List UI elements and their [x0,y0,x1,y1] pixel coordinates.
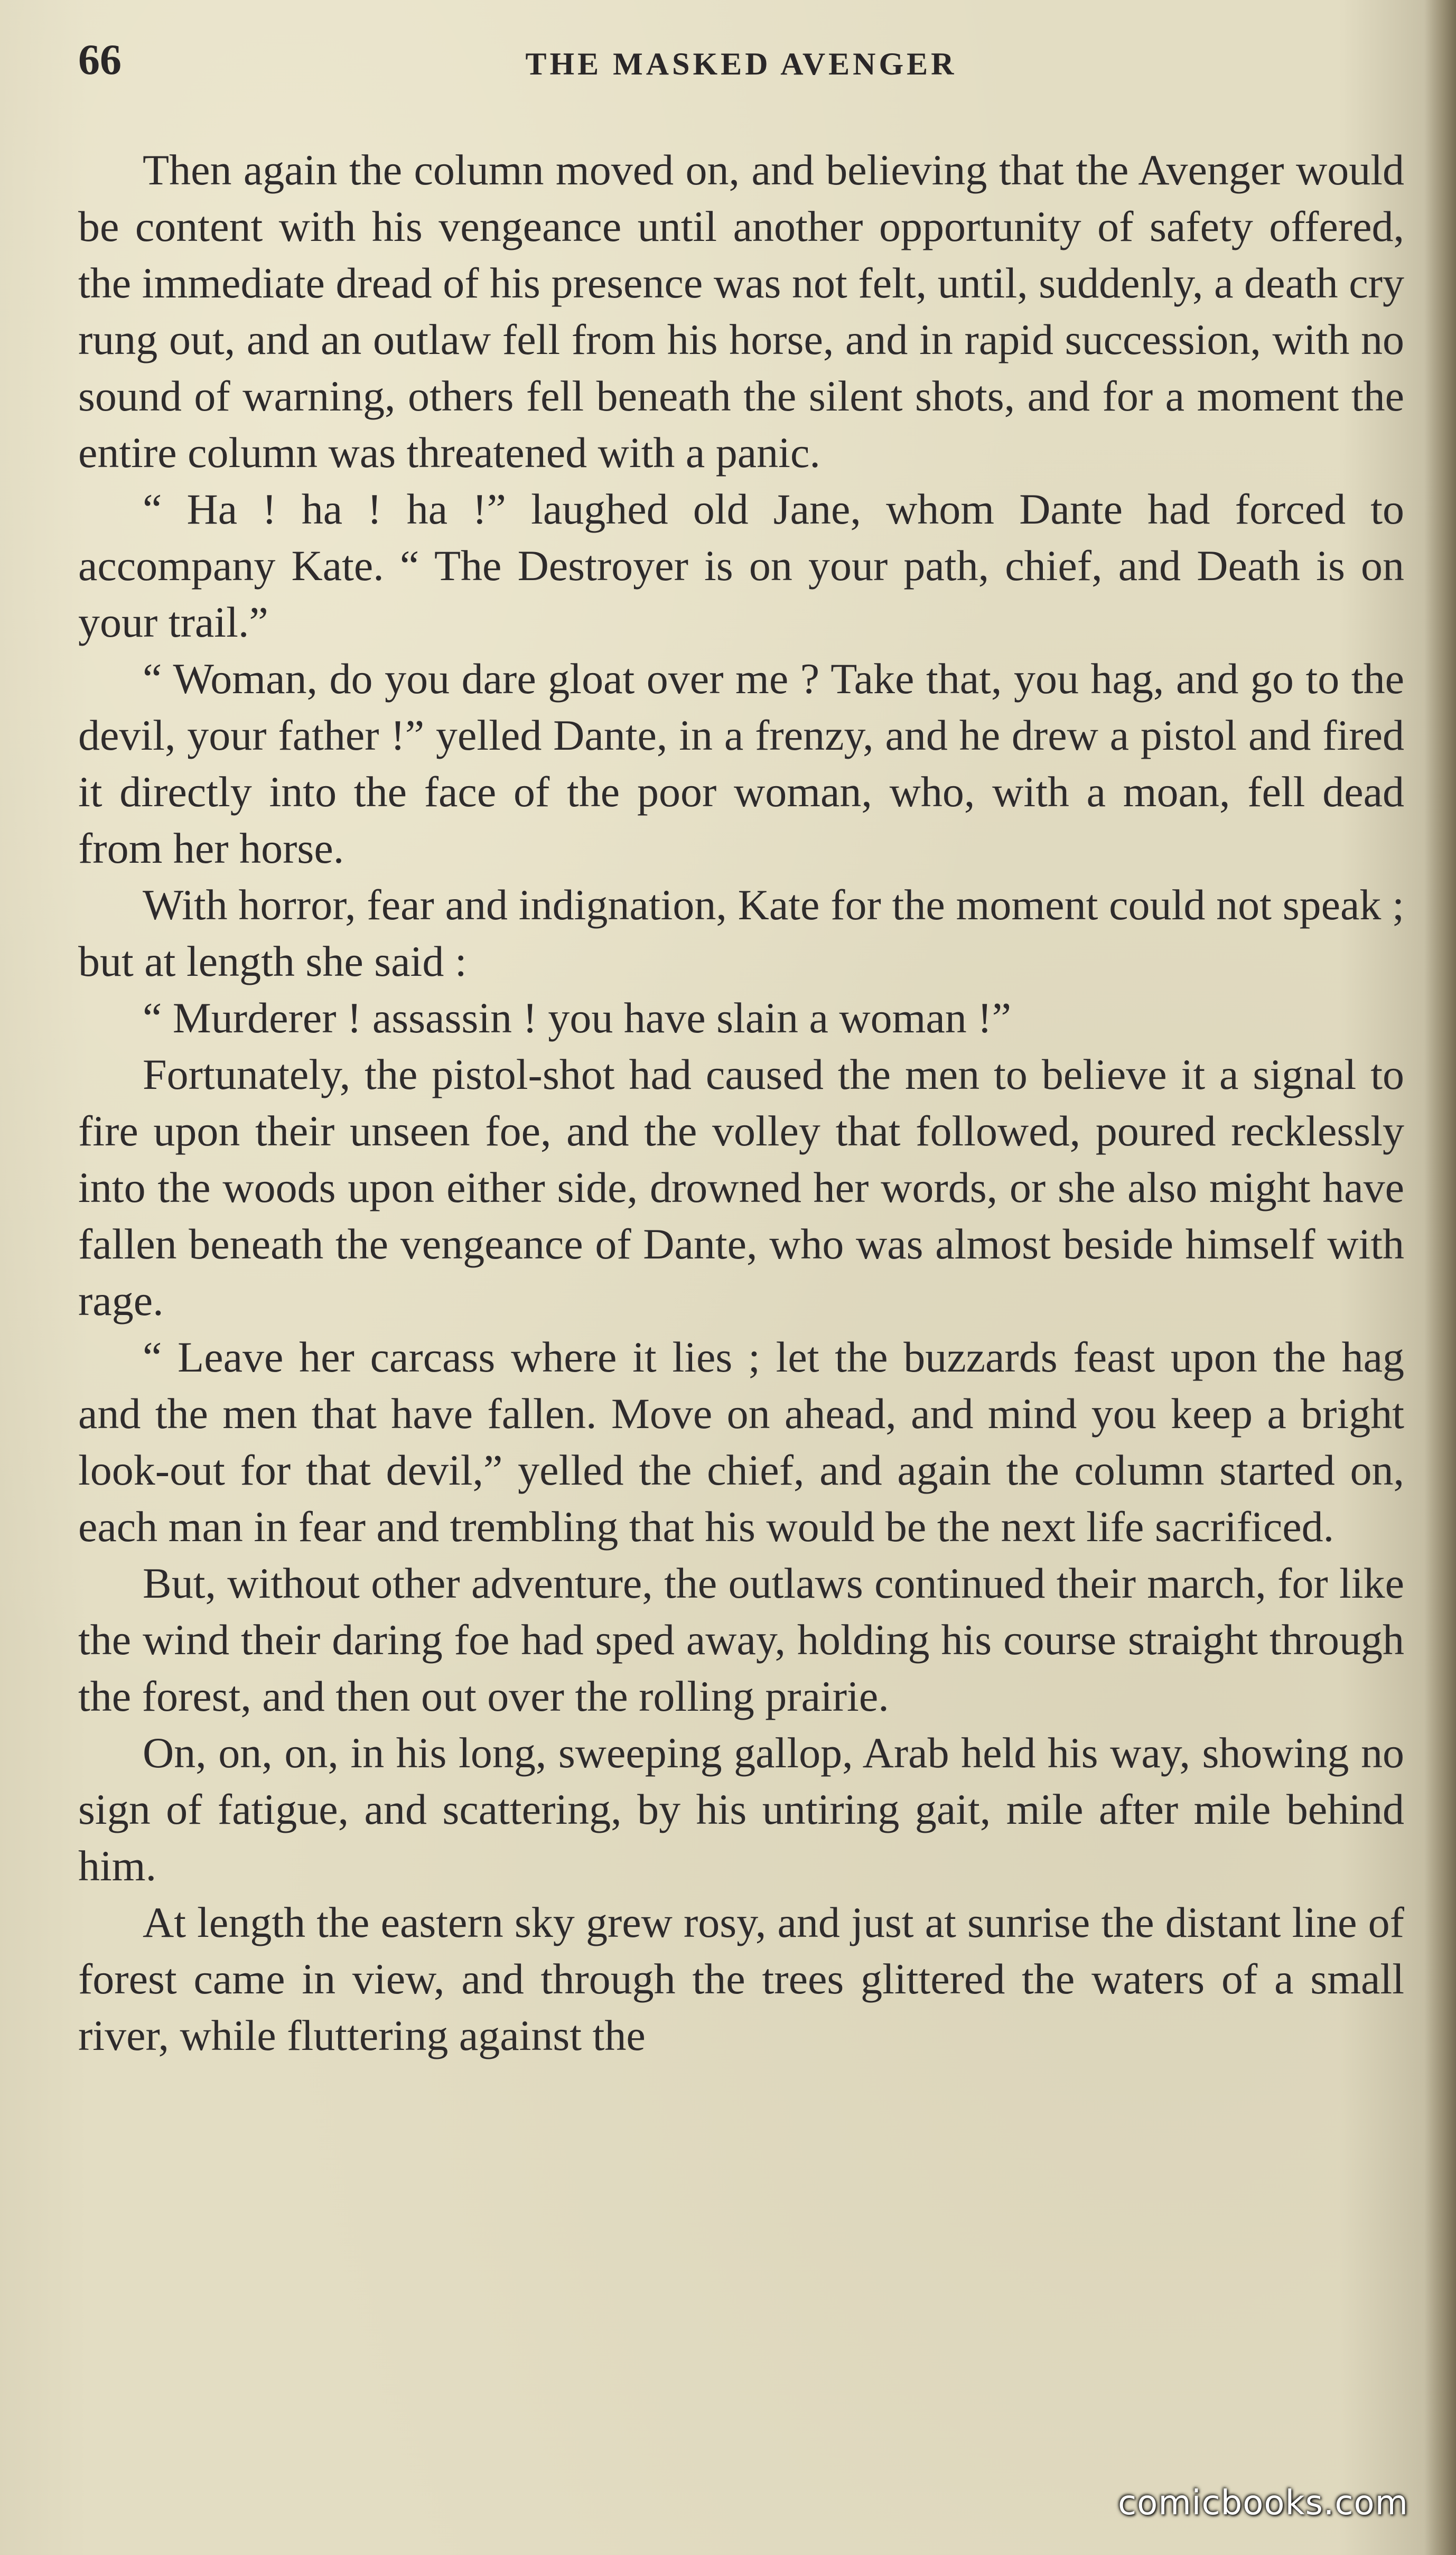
paragraph: But, without other adventure, the outlaws continued their march, for like the wind their daring foe had sped away, holding his course straight through the forest, and then out over the rolling prairie. [78,1559,1404,1720]
paragraph: At length the eastern sky grew rosy, and just at sunrise the distant line of forest came in view, and through the trees glittered the waters of a small river, while fluttering against the [78,1898,1404,2059]
paragraph: Then again the column moved on, and believing that the Avenger would be content with his vengeance until another opportunity of safety offered, the immediate dread of his presence was not felt, until, suddenly, a death cry rung out, and an outlaw fell from his horse, and in rapid succession, with no sound of warning, others fell beneath the silent shots, and for a moment the entire column was threatened with a panic. [78,146,1404,477]
paragraph: “ Ha ! ha ! ha !” laughed old Jane, whom Dante had forced to accompany Kate. “ The Destroyer is on your path, chief, and Death is on your trail.” [78,485,1404,646]
running-head: THE MASKED AVENGER [525,46,957,81]
paragraph: With horror, fear and indignation, Kate for the moment could not speak ; but at length she said : [78,881,1404,985]
page-header [78,31,1404,94]
paragraph: On, on, on, in his long, sweeping gallop, Arab held his way, showing no sign of fatigue, and scattering, by his untiring gait, mile after mile behind him. [78,1729,1404,1890]
paragraph: Fortunately, the pistol-shot had caused the men to believe it a signal to fire upon their unseen foe, and the volley that followed, poured recklessly into the woods upon either side, drowned her words, or she also might have fallen beneath the vengeance of Dante, who was almost beside himself with rage. [78,1050,1404,1325]
paragraph: “ Woman, do you dare gloat over me ? Take that, you hag, and go to the devil, your father !” yelled Dante, in a frenzy, and he drew a pistol and fired it directly into the face of the poor woman, who, with a moan, fell dead from her horse. [78,655,1404,872]
watermark: comicbooks.com [1117,2484,1408,2523]
paragraph: “ Leave her carcass where it lies ; let the buzzards feast upon the hag and the men that have fallen. Move on ahead, and mind you keep a bright look-out for that devil,” yelled the chief, and again the column started on, each man in fear and trembling that his would be the next life sacrificed. [78,1333,1404,1551]
paragraph: “ Murderer ! assassin ! you have slain a woman !” [143,994,1012,1042]
body-text [78,142,1404,2064]
page-edge-shadow [1424,0,1456,2555]
page-number: 66 [78,35,122,83]
